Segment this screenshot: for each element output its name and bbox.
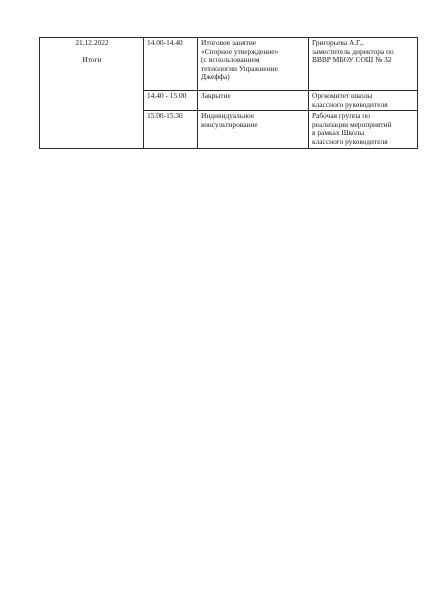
event-line: технологии Упражнение [201,63,278,73]
responsible-line: Рабочая группа по [312,111,370,121]
responsible-line: Оргкомитет школы [312,91,373,100]
event-cell [198,111,309,149]
schedule-table [39,37,418,149]
time-cell [144,91,198,111]
date-cell [40,38,144,149]
event-line: Джеффа) [201,72,230,82]
event-cell [198,38,309,91]
section-title: Итоги [82,54,102,64]
event-cell [198,91,309,111]
date-text: 21.12.2022 [75,38,109,47]
responsible-line: реализации мероприятий [312,119,392,129]
event-line: «Спорное утверждение» [201,46,279,56]
responsible-line: классного руководителя [312,136,388,146]
time-cell [144,38,198,91]
table-row [40,38,418,91]
event-line: консультирование [201,119,258,129]
time-text: 15.00-15.30 [147,111,183,121]
time-text: 14.00-14.40 [147,38,183,47]
responsible-line: ВВВР МБОУ СОШ № 32 [312,55,392,65]
responsible-cell [309,111,418,149]
responsible-cell [309,91,418,111]
responsible-cell [309,38,418,91]
responsible-line: Григорьева А.Г., [312,38,364,47]
event-line: Индивидуальное [201,111,255,121]
responsible-line: в рамках Школы [312,128,365,138]
event-line: Закрытие [201,91,231,100]
responsible-line: заместитель директора по [312,46,394,56]
event-line: Итоговое занятие [201,38,257,47]
responsible-line: классного руководителя [312,99,388,109]
time-text: 14.40 - 15.00 [147,91,187,100]
event-line: (с использованием [201,55,260,65]
time-cell [144,111,198,149]
